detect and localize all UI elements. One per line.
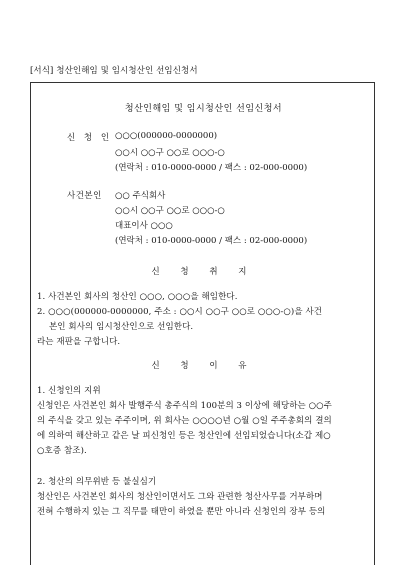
reason-1-line-4: ○호증 참조). [37,446,87,456]
purpose-heading: 신 청 취 지 [151,267,256,277]
reason-1-line-2: 의 주식을 갖고 있는 주주이며, 위 회사는 ○○○○년 ○월 ○일 주주총회의 결의 [37,416,332,426]
applicant-label: 신 청 인 [67,133,113,143]
applicant-contact: (연락처 : 010-0000-0000 / 팩스 : 02-000-0000) [115,163,308,173]
reason-1-line-1: 신청인은 사건본인 회사 발행주식 총주식의 100분의 3 이상에 해당하는 ○○주 [37,401,332,411]
applicant-name: ○○○(000000-0000000) [115,131,218,141]
document-header: [서식] 청산인해임 및 임시청산인 선임신청서 [30,66,198,76]
reason-1-title: 1. 신청인의 지위 [37,386,101,396]
purpose-line-3: 본인 회사의 임시청산인으로 선임한다. [49,322,194,332]
form-title: 청산인해임 및 임시청산인 선임신청서 [124,104,283,114]
subject-contact: (연락처 : 010-0000-0000 / 팩스 : 02-000-0000) [115,236,308,246]
reason-1-line-3: 에 의하여 해산하고 같은 날 피신청인 등은 청산인에 선임되었습니다(소갑 제○ [37,431,331,441]
applicant-address: ○○시 ○○구 ○○로 ○○○-○ [115,148,225,158]
reason-2-line-1: 청산인은 사건본인 회사의 청산인이면서도 그와 관련한 청산사무를 거부하며 [37,492,323,502]
form-frame [30,82,375,565]
purpose-line-2: 2. ○○○(000000-0000000, 주소 : ○○시 ○○구 ○○로 ○○○-○)을 사건 [37,307,323,317]
subject-address: ○○시 ○○구 ○○로 ○○○-○ [115,206,225,216]
reasons-heading: 신 청 이 유 [151,361,256,371]
purpose-line-4: 라는 재판을 구합니다. [37,337,121,347]
purpose-line-1: 1. 사건본인 회사의 청산인 ○○○, ○○○을 해임한다. [37,292,238,302]
subject-representative: 대표이사 ○○○ [115,221,173,231]
subject-label: 사건본인 [67,191,102,201]
reason-2-title: 2. 청산의 의무위반 등 불실심기 [37,477,157,487]
subject-company: ○○ 주식회사 [115,191,166,201]
reason-2-line-2: 전혀 수행하지 있는 그 직무를 태만이 하였을 뿐만 아니라 신청인의 장부 등의 [37,507,326,517]
